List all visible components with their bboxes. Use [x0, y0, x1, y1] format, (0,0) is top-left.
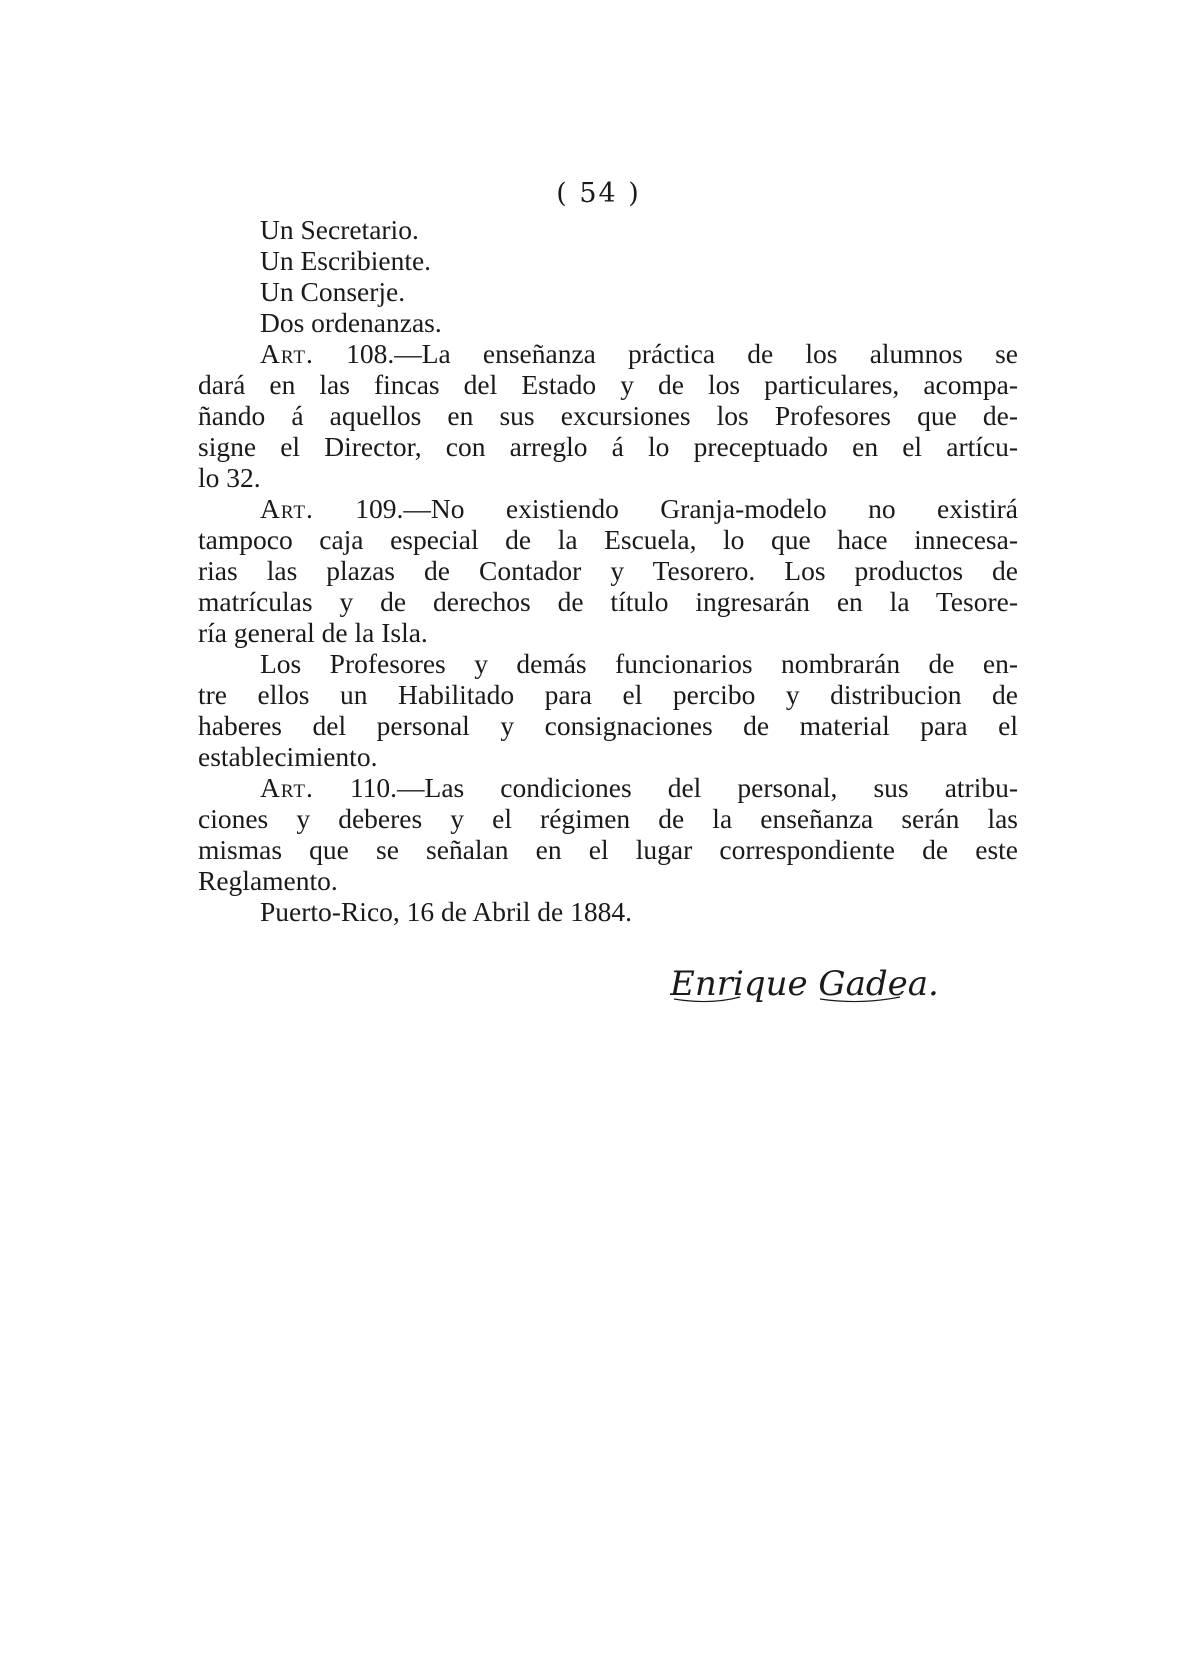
article-110-line-3: mismas que se señalan en el lugar correspondiente de este	[198, 834, 1018, 865]
article-109-line-3: rias las plazas de Contador y Tesorero. Los productos de	[198, 555, 1018, 586]
article-109	[198, 493, 1018, 648]
article-108-line-2: dará en las fincas del Estado y de los particulares, acompa-	[198, 369, 1018, 400]
article-109-line-4: matrículas y de derechos de título ingresarán en la Tesore-	[198, 586, 1018, 617]
signature	[670, 955, 990, 1015]
staff-secretary: Un Secretario.	[260, 214, 419, 245]
article-108-line-3: ñando á aquellos en sus excursiones los Profesores que de-	[198, 400, 1018, 431]
staff-clerk: Un Escribiente.	[260, 245, 432, 276]
professors-paragraph	[198, 648, 1018, 772]
article-108	[198, 338, 1018, 493]
article-108-line-1: Art. 108.—La enseñanza práctica de los alumnos se	[260, 338, 1018, 369]
article-109-line-2: tampoco caja especial de la Escuela, lo que hace innecesa-	[198, 524, 1018, 555]
professors-line-4: establecimiento.	[198, 741, 378, 772]
article-108-label: Art.	[260, 338, 314, 369]
article-110-line-2: ciones y deberes y el régimen de la enseñanza serán las	[198, 803, 1018, 834]
staff-orderlies: Dos ordenanzas.	[260, 307, 442, 338]
article-110-label: Art.	[260, 772, 314, 803]
date-line: Puerto-Rico, 16 de Abril de 1884.	[260, 896, 632, 927]
signature-graphic	[670, 955, 990, 1015]
signature-text: Enrique Gadea.	[670, 964, 939, 1004]
article-108-line-4: signe el Director, con arreglo á lo preceptuado en el artícu-	[198, 431, 1018, 462]
article-109-line-5: ría general de la Isla.	[198, 617, 428, 648]
article-110-line-4: Reglamento.	[198, 865, 338, 896]
article-109-line-1: Art. 109.—No existiendo Granja-modelo no existirá	[260, 493, 1018, 524]
article-110-line-1: Art. 110.—Las condiciones del personal, sus atribu-	[260, 772, 1018, 803]
professors-line-1: Los Profesores y demás funcionarios nombrarán de en-	[260, 648, 1018, 679]
professors-line-2: tre ellos un Habilitado para el percibo y distribucion de	[198, 679, 1018, 710]
page-number: ( 54 )	[556, 178, 641, 209]
staff-concierge: Un Conserje.	[260, 276, 406, 307]
article-109-label: Art.	[260, 493, 314, 524]
article-110	[198, 772, 1018, 896]
article-108-line-5: lo 32.	[198, 462, 261, 493]
professors-line-3: haberes del personal y consignaciones de material para el	[198, 710, 1018, 741]
text-block	[198, 214, 1018, 927]
